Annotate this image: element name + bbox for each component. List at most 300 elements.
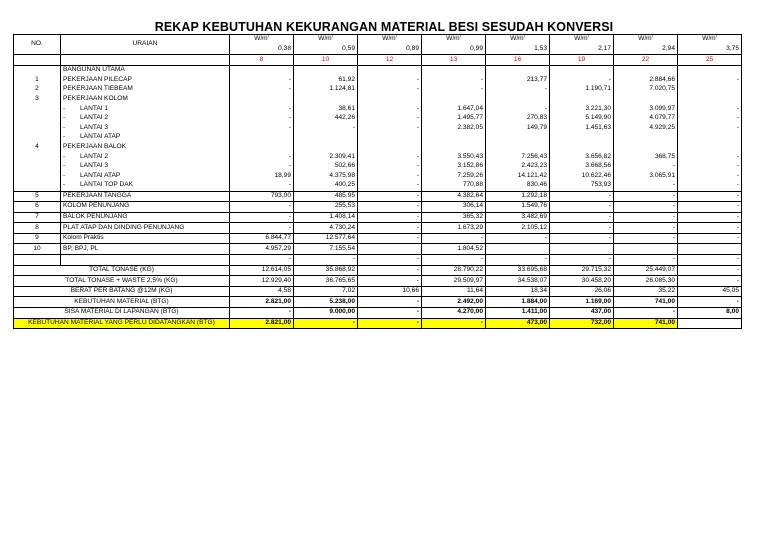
row-label: PEKERJAAN PILECAP (61, 75, 230, 85)
row-label-text: LANTAI 2 (80, 152, 109, 160)
value-cell: - (230, 212, 294, 223)
value-cell: - (550, 233, 614, 244)
value-cell: - (358, 191, 422, 202)
value-cell: 6.844,77 (230, 233, 294, 244)
value-cell: - (230, 162, 294, 172)
table-row (14, 212, 742, 223)
row-number (14, 255, 61, 266)
row-number (14, 181, 61, 191)
value-cell: - (230, 114, 294, 124)
value-cell: - (550, 212, 614, 223)
value-cell: 38,61 (294, 104, 358, 114)
row-label: PLAT ATAP DAN DINDING PENUNJANG (61, 223, 230, 234)
header-unit-cell: W/m' (358, 35, 422, 45)
value-cell: 368,75 (614, 152, 678, 162)
header-diameter-cell: 16 (486, 55, 550, 66)
value-cell: - (486, 104, 550, 114)
value-cell: - (358, 104, 422, 114)
value-cell: 7.155,54 (294, 244, 358, 255)
value-cell (486, 95, 550, 105)
value-cell: - (230, 123, 294, 133)
value-cell (678, 244, 742, 255)
value-cell: - (678, 191, 742, 202)
summary-value: 26.085,30 (614, 276, 678, 287)
final-value: 741,00 (614, 318, 678, 329)
header-uraian: URAIAN (61, 35, 230, 55)
table-row (14, 171, 742, 181)
summary-label: KEBUTUHAN MATERIAL (BTG) (14, 297, 230, 308)
indent-dash: - (63, 104, 66, 112)
row-number (14, 65, 61, 75)
table-row (14, 162, 742, 172)
row-label: KOLOM PENUNJANG (61, 202, 230, 213)
value-cell: 255,53 (294, 202, 358, 213)
final-value: - (358, 318, 422, 329)
header-weight-cell: 0,38 (230, 45, 294, 55)
row-number: 10 (14, 244, 61, 255)
value-cell: 3.221,30 (550, 104, 614, 114)
report-title: REKAP KEBUTUHAN KEKURANGAN MATERIAL BESI SESUDAH KONVERSI (154, 20, 614, 34)
table-row (14, 233, 742, 244)
value-cell: 3.656,82 (550, 152, 614, 162)
value-cell (678, 85, 742, 95)
value-cell: - (678, 255, 742, 266)
table-row (14, 75, 742, 85)
value-cell: 4.375,98 (294, 171, 358, 181)
final-value: 2.821,00 (230, 318, 294, 329)
row-number: 8 (14, 223, 61, 234)
summary-value: 4.270,00 (422, 308, 486, 319)
value-cell: - (678, 152, 742, 162)
value-cell (614, 244, 678, 255)
final-value: 732,00 (550, 318, 614, 329)
value-cell: - (614, 162, 678, 172)
summary-value: - (358, 265, 422, 276)
value-cell: - (358, 255, 422, 266)
value-cell: 1.292,18 (486, 191, 550, 202)
row-label (61, 123, 230, 133)
header-diameter-cell: 8 (230, 55, 294, 66)
value-cell: - (678, 104, 742, 114)
value-cell: 793,00 (230, 191, 294, 202)
value-cell: - (678, 233, 742, 244)
value-cell (230, 143, 294, 153)
value-cell: - (230, 255, 294, 266)
value-cell: - (422, 255, 486, 266)
value-cell: - (422, 75, 486, 85)
summary-value: - (678, 265, 742, 276)
value-cell (422, 95, 486, 105)
value-cell: - (550, 255, 614, 266)
row-label-text: LANTAI ATAP (80, 133, 121, 141)
value-cell: 365,32 (422, 212, 486, 223)
indent-dash: - (63, 133, 66, 141)
summary-label: TOTAL TONASE (KG) (14, 265, 230, 276)
row-label: BALOK PENUNJANG (61, 212, 230, 223)
row-label (61, 162, 230, 172)
table-row (14, 244, 742, 255)
header-diameter-cell: 12 (358, 55, 422, 66)
value-cell (294, 95, 358, 105)
value-cell: 5.149,90 (550, 114, 614, 124)
row-number: 6 (14, 202, 61, 213)
value-cell: 1.190,71 (550, 85, 614, 95)
value-cell: 7.020,75 (614, 85, 678, 95)
summary-value: 35.868,92 (294, 265, 358, 276)
value-cell (230, 65, 294, 75)
value-cell: 1.804,52 (422, 244, 486, 255)
value-cell: 1.549,76 (486, 202, 550, 213)
table-row (14, 255, 742, 266)
value-cell: - (358, 162, 422, 172)
row-number: 1 (14, 75, 61, 85)
value-cell (358, 133, 422, 143)
value-cell (678, 65, 742, 75)
table-row (14, 85, 742, 95)
table-row (14, 143, 742, 153)
row-number: 4 (14, 143, 61, 153)
table-row (14, 223, 742, 234)
summary-value: 18,34 (486, 286, 550, 297)
summary-value: 29.715,32 (550, 265, 614, 276)
value-cell (486, 244, 550, 255)
value-cell: - (486, 85, 550, 95)
value-cell (614, 143, 678, 153)
value-cell (422, 65, 486, 75)
value-cell: - (230, 152, 294, 162)
summary-value: 26,06 (550, 286, 614, 297)
value-cell: - (358, 223, 422, 234)
value-cell: 1.495,77 (422, 114, 486, 124)
value-cell: - (678, 114, 742, 124)
value-cell: 12.577,64 (294, 233, 358, 244)
header-unit-cell: W/m' (230, 35, 294, 45)
header-row-diameters (14, 55, 742, 66)
summary-value: 11,64 (422, 286, 486, 297)
summary-value: - (230, 308, 294, 319)
header-diameter-cell: 25 (678, 55, 742, 66)
final-value (678, 318, 742, 329)
header-diameter-cell: 13 (422, 55, 486, 66)
table-row (14, 65, 742, 75)
summary-value: - (678, 297, 742, 308)
table-row (14, 202, 742, 213)
value-cell: - (422, 233, 486, 244)
row-number: 7 (14, 212, 61, 223)
row-number (14, 152, 61, 162)
value-cell: - (294, 255, 358, 266)
value-cell: 4.957,29 (230, 244, 294, 255)
value-cell: 830,46 (486, 181, 550, 191)
header-unit-cell: W/m' (486, 35, 550, 45)
value-cell: - (678, 181, 742, 191)
table-row (14, 104, 742, 114)
value-cell: - (230, 202, 294, 213)
header-weight-cell: 2,94 (614, 45, 678, 55)
value-cell: - (678, 123, 742, 133)
summary-value: 35,22 (614, 286, 678, 297)
value-cell: 485,95 (294, 191, 358, 202)
value-cell (358, 244, 422, 255)
material-table (13, 34, 742, 329)
value-cell: 1.673,29 (422, 223, 486, 234)
value-cell: - (358, 171, 422, 181)
row-number: 5 (14, 191, 61, 202)
value-cell: - (614, 233, 678, 244)
value-cell: - (614, 191, 678, 202)
value-cell (294, 65, 358, 75)
value-cell (550, 133, 614, 143)
value-cell: 4.929,25 (614, 123, 678, 133)
value-cell (230, 95, 294, 105)
summary-value: 34.538,07 (486, 276, 550, 287)
summary-value: 10,66 (358, 286, 422, 297)
value-cell: - (230, 181, 294, 191)
value-cell (422, 143, 486, 153)
summary-value: 8,00 (678, 308, 742, 319)
value-cell: - (230, 223, 294, 234)
summary-value: 7,02 (294, 286, 358, 297)
value-cell: 14.121,42 (486, 171, 550, 181)
value-cell: - (614, 181, 678, 191)
value-cell: 4.382,64 (422, 191, 486, 202)
value-cell: 18,99 (230, 171, 294, 181)
header-unit-cell: W/m' (550, 35, 614, 45)
value-cell (486, 143, 550, 153)
value-cell: 10.622,46 (550, 171, 614, 181)
value-cell: - (358, 123, 422, 133)
value-cell: - (230, 104, 294, 114)
summary-label: SISA MATERIAL DI LAPANGAN (BTG) (14, 308, 230, 319)
summary-value: 36.765,65 (294, 276, 358, 287)
row-label: PEKERJAAN TIEBEAM (61, 85, 230, 95)
value-cell: - (678, 171, 742, 181)
row-label-text: LANTAI TOP DAK (80, 181, 134, 189)
row-label-text: LANTAI 3 (80, 162, 109, 170)
row-label: BANGUNAN UTAMA (61, 65, 230, 75)
row-number (14, 104, 61, 114)
indent-dash: - (63, 171, 66, 179)
value-cell: - (230, 75, 294, 85)
header-blank-uraian (61, 55, 230, 66)
value-cell (422, 133, 486, 143)
value-cell: 1.647,04 (422, 104, 486, 114)
table-row (14, 133, 742, 143)
header-weight-cell: 0,99 (422, 45, 486, 55)
row-label-text: LANTAI 3 (80, 123, 109, 131)
value-cell: - (614, 212, 678, 223)
header-no: NO. (14, 35, 61, 55)
table-row (14, 95, 742, 105)
value-cell: - (550, 191, 614, 202)
summary-value: 12.929,40 (230, 276, 294, 287)
summary-value: 5.238,00 (294, 297, 358, 308)
value-cell: 270,83 (486, 114, 550, 124)
value-cell (294, 133, 358, 143)
row-label (61, 104, 230, 114)
header-unit-cell: W/m' (678, 35, 742, 45)
value-cell (678, 95, 742, 105)
value-cell: 4.730,24 (294, 223, 358, 234)
header-blank-no (14, 55, 61, 66)
summary-value: 12.614,05 (230, 265, 294, 276)
value-cell: - (550, 223, 614, 234)
value-cell: 4.079,77 (614, 114, 678, 124)
value-cell: - (358, 212, 422, 223)
value-cell: - (358, 233, 422, 244)
summary-value: 9.000,00 (294, 308, 358, 319)
table-body (14, 35, 742, 329)
header-diameter-cell: 10 (294, 55, 358, 66)
value-cell: - (422, 85, 486, 95)
row-label (61, 133, 230, 143)
value-cell: 1.451,63 (550, 123, 614, 133)
row-number (14, 123, 61, 133)
value-cell: 2.105,12 (486, 223, 550, 234)
value-cell: - (358, 181, 422, 191)
value-cell (614, 95, 678, 105)
header-diameter-cell: 22 (614, 55, 678, 66)
value-cell (678, 133, 742, 143)
value-cell: - (358, 114, 422, 124)
value-cell: 400,25 (294, 181, 358, 191)
summary-value: 25.449,07 (614, 265, 678, 276)
value-cell: 3.152,86 (422, 162, 486, 172)
summary-label: TOTAL TONASE + WASTE 2,5% (KG) (14, 276, 230, 287)
value-cell: 3.482,69 (486, 212, 550, 223)
value-cell: 306,14 (422, 202, 486, 213)
value-cell: 2.884,66 (614, 75, 678, 85)
summary-value: - (358, 297, 422, 308)
value-cell (358, 143, 422, 153)
value-cell: 213,77 (486, 75, 550, 85)
value-cell: - (294, 123, 358, 133)
row-label: PEKERJAAN BALOK (61, 143, 230, 153)
value-cell: - (230, 85, 294, 95)
value-cell (614, 65, 678, 75)
header-unit-cell: W/m' (614, 35, 678, 45)
value-cell: - (678, 223, 742, 234)
value-cell: - (678, 202, 742, 213)
value-cell: - (614, 202, 678, 213)
header-weight-cell: 1,53 (486, 45, 550, 55)
row-label: PEKERJAAN KOLOM (61, 95, 230, 105)
row-number (14, 162, 61, 172)
value-cell: - (678, 162, 742, 172)
value-cell (358, 95, 422, 105)
value-cell: 7.259,26 (422, 171, 486, 181)
summary-value: 741,00 (614, 297, 678, 308)
value-cell: - (550, 75, 614, 85)
value-cell: - (486, 233, 550, 244)
summary-value: 1.169,00 (550, 297, 614, 308)
value-cell: - (614, 223, 678, 234)
row-label (61, 114, 230, 124)
value-cell: - (358, 202, 422, 213)
indent-dash: - (63, 162, 66, 170)
value-cell: 3.550,43 (422, 152, 486, 162)
final-value: - (422, 318, 486, 329)
summary-row (14, 265, 742, 276)
summary-value: 4,58 (230, 286, 294, 297)
summary-row (14, 276, 742, 287)
summary-value: 437,00 (550, 308, 614, 319)
value-cell: - (614, 255, 678, 266)
row-number (14, 171, 61, 181)
summary-value: 45,05 (678, 286, 742, 297)
value-cell (614, 133, 678, 143)
value-cell: 149,79 (486, 123, 550, 133)
header-row-units (14, 35, 742, 45)
summary-value: 2.492,00 (422, 297, 486, 308)
final-value: 473,00 (486, 318, 550, 329)
table-row (14, 181, 742, 191)
value-cell (678, 143, 742, 153)
value-cell (486, 65, 550, 75)
row-number (14, 133, 61, 143)
final-row (14, 318, 742, 329)
value-cell: - (358, 75, 422, 85)
summary-value: 1.411,00 (486, 308, 550, 319)
summary-value: - (614, 308, 678, 319)
summary-value: 33.695,68 (486, 265, 550, 276)
row-label (61, 171, 230, 181)
header-weight-cell: 0,59 (294, 45, 358, 55)
value-cell: - (358, 85, 422, 95)
summary-row (14, 297, 742, 308)
value-cell: - (486, 255, 550, 266)
row-number: 2 (14, 85, 61, 95)
summary-value: 28.790,22 (422, 265, 486, 276)
value-cell: - (358, 152, 422, 162)
value-cell: 502,66 (294, 162, 358, 172)
value-cell: 7.256,43 (486, 152, 550, 162)
header-unit-cell: W/m' (294, 35, 358, 45)
value-cell: 753,93 (550, 181, 614, 191)
value-cell: 2.382,05 (422, 123, 486, 133)
value-cell: 2.423,23 (486, 162, 550, 172)
row-label-text: LANTAI ATAP (80, 171, 121, 179)
value-cell (550, 95, 614, 105)
value-cell: 2.309,41 (294, 152, 358, 162)
summary-value: 30.458,20 (550, 276, 614, 287)
value-cell (486, 133, 550, 143)
summary-value: 29.509,97 (422, 276, 486, 287)
indent-dash: - (63, 114, 66, 122)
row-number: 9 (14, 233, 61, 244)
row-label: BP, BPJ, PL (61, 244, 230, 255)
indent-dash: - (63, 152, 66, 160)
final-label: KEBUTUHAN MATERIAL YANG PERLU DIDATANGKAN (BTG) (14, 318, 230, 329)
value-cell: 442,26 (294, 114, 358, 124)
row-label-text: LANTAI 2 (80, 114, 109, 122)
row-label: PEKERJAAN TANGGA (61, 191, 230, 202)
summary-value: 2.821,00 (230, 297, 294, 308)
summary-value: - (358, 276, 422, 287)
value-cell (358, 65, 422, 75)
table-row (14, 123, 742, 133)
row-label: Kolom Praktis (61, 233, 230, 244)
value-cell (230, 133, 294, 143)
summary-value: - (678, 276, 742, 287)
value-cell: - (678, 75, 742, 85)
value-cell: 3.668,56 (550, 162, 614, 172)
value-cell (550, 143, 614, 153)
row-label (61, 255, 230, 266)
header-weight-cell: 0,89 (358, 45, 422, 55)
row-label (61, 152, 230, 162)
header-unit-cell: W/m' (422, 35, 486, 45)
